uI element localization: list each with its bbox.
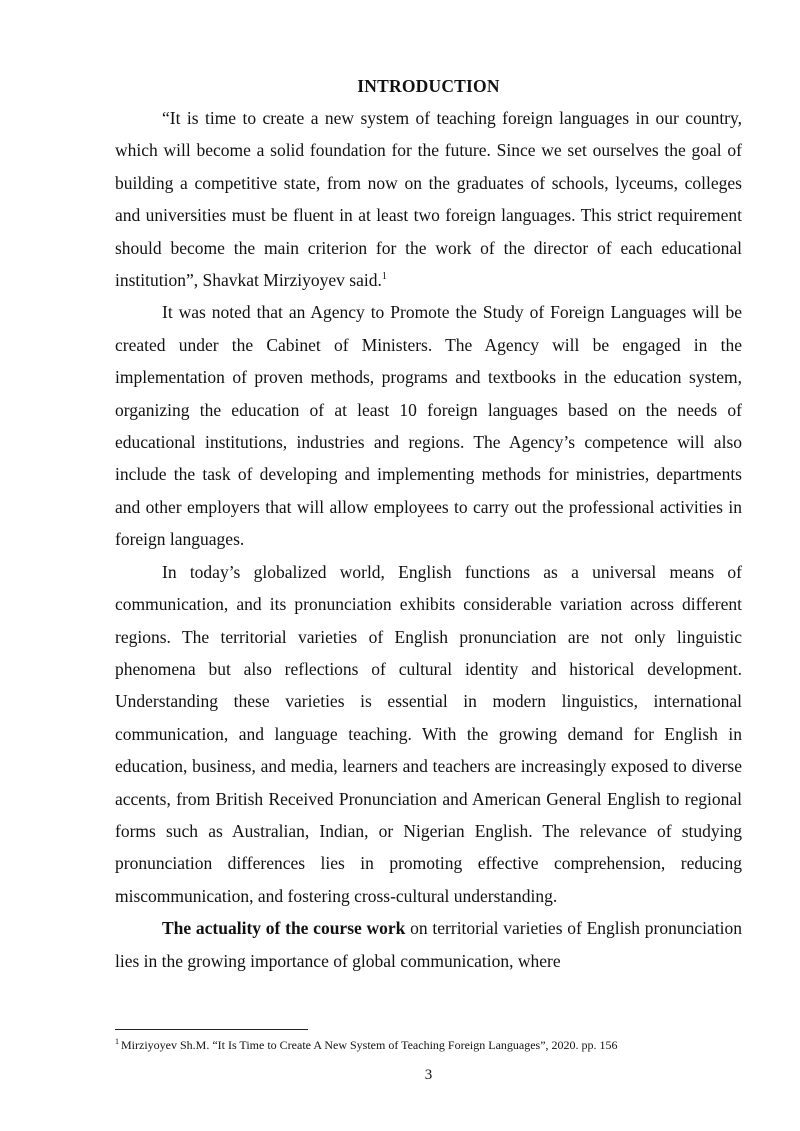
paragraph-agency-text: It was noted that an Agency to Promote the Study of Foreign Languages will be created under the Cabinet of Ministers. The Agency will be engaged in the implementation of proven methods, programs and textbooks in the education system, organizing the education of at least 10 foreign languages based on the needs of educational institutions, industries and regions. The Agency’s competence will also include the task of developing and implementing methods for ministries, departments and other employers that will allow employees to carry out the professional activities in foreign languages. (115, 302, 742, 550)
footnote-reference[interactable]: 1 (381, 271, 387, 283)
page-body (115, 74, 742, 977)
footnote-mark: 1 (115, 1037, 119, 1046)
footnote-separator (115, 1029, 308, 1030)
paragraph-quote-text: “It is time to create a new system of teaching foreign languages in our country, which will become a solid foundation for the future. Since we set ourselves the goal of building a competitive state, from now on the graduates of schools, lyceums, colleges and universities must be fluent in at least two foreign languages. This strict requirement should become the main criterion for the work of the director of each educational institution”, Shavkat Mirziyoyev said. (115, 108, 742, 291)
page-number: 3 (424, 1067, 433, 1083)
paragraph-actuality (115, 912, 742, 977)
paragraph-globalized-world-text: In today’s globalized world, English functions as a universal means of communication, and its pronunciation exhibits considerable variation across different regions. The territorial varieties of English pronunciation are not only linguistic phenomena but also reflections of cultural identity and historical development. Understanding these varieties is essential in modern linguistics, international communication, and language teaching. With the growing demand for English in education, business, and media, learners and teachers are increasingly exposed to diverse accents, from British Received Pronunciation and American General English to regional forms such as Australian, Indian, or Nigerian English. The relevance of studying pronunciation differences lies in promoting effective comprehension, reducing miscommunication, and fostering cross-cultural understanding. (115, 561, 742, 906)
paragraph-actuality-text: on territorial varieties of English pronunciation lies in the growing importance of global communication, where (115, 918, 742, 971)
paragraph-globalized-world (115, 556, 742, 912)
paragraph-agency (115, 296, 742, 555)
footnote-text: Mirziyoyev Sh.M. “It Is Time to Create A New System of Teaching Foreign Languages”, 2020. pp. 156 (121, 1038, 618, 1052)
paragraph-actuality-bold-lead: The actuality of the course work (162, 918, 406, 939)
footnote (115, 1037, 742, 1053)
paragraph-quote (115, 102, 742, 296)
section-heading: INTRODUCTION (357, 76, 500, 96)
